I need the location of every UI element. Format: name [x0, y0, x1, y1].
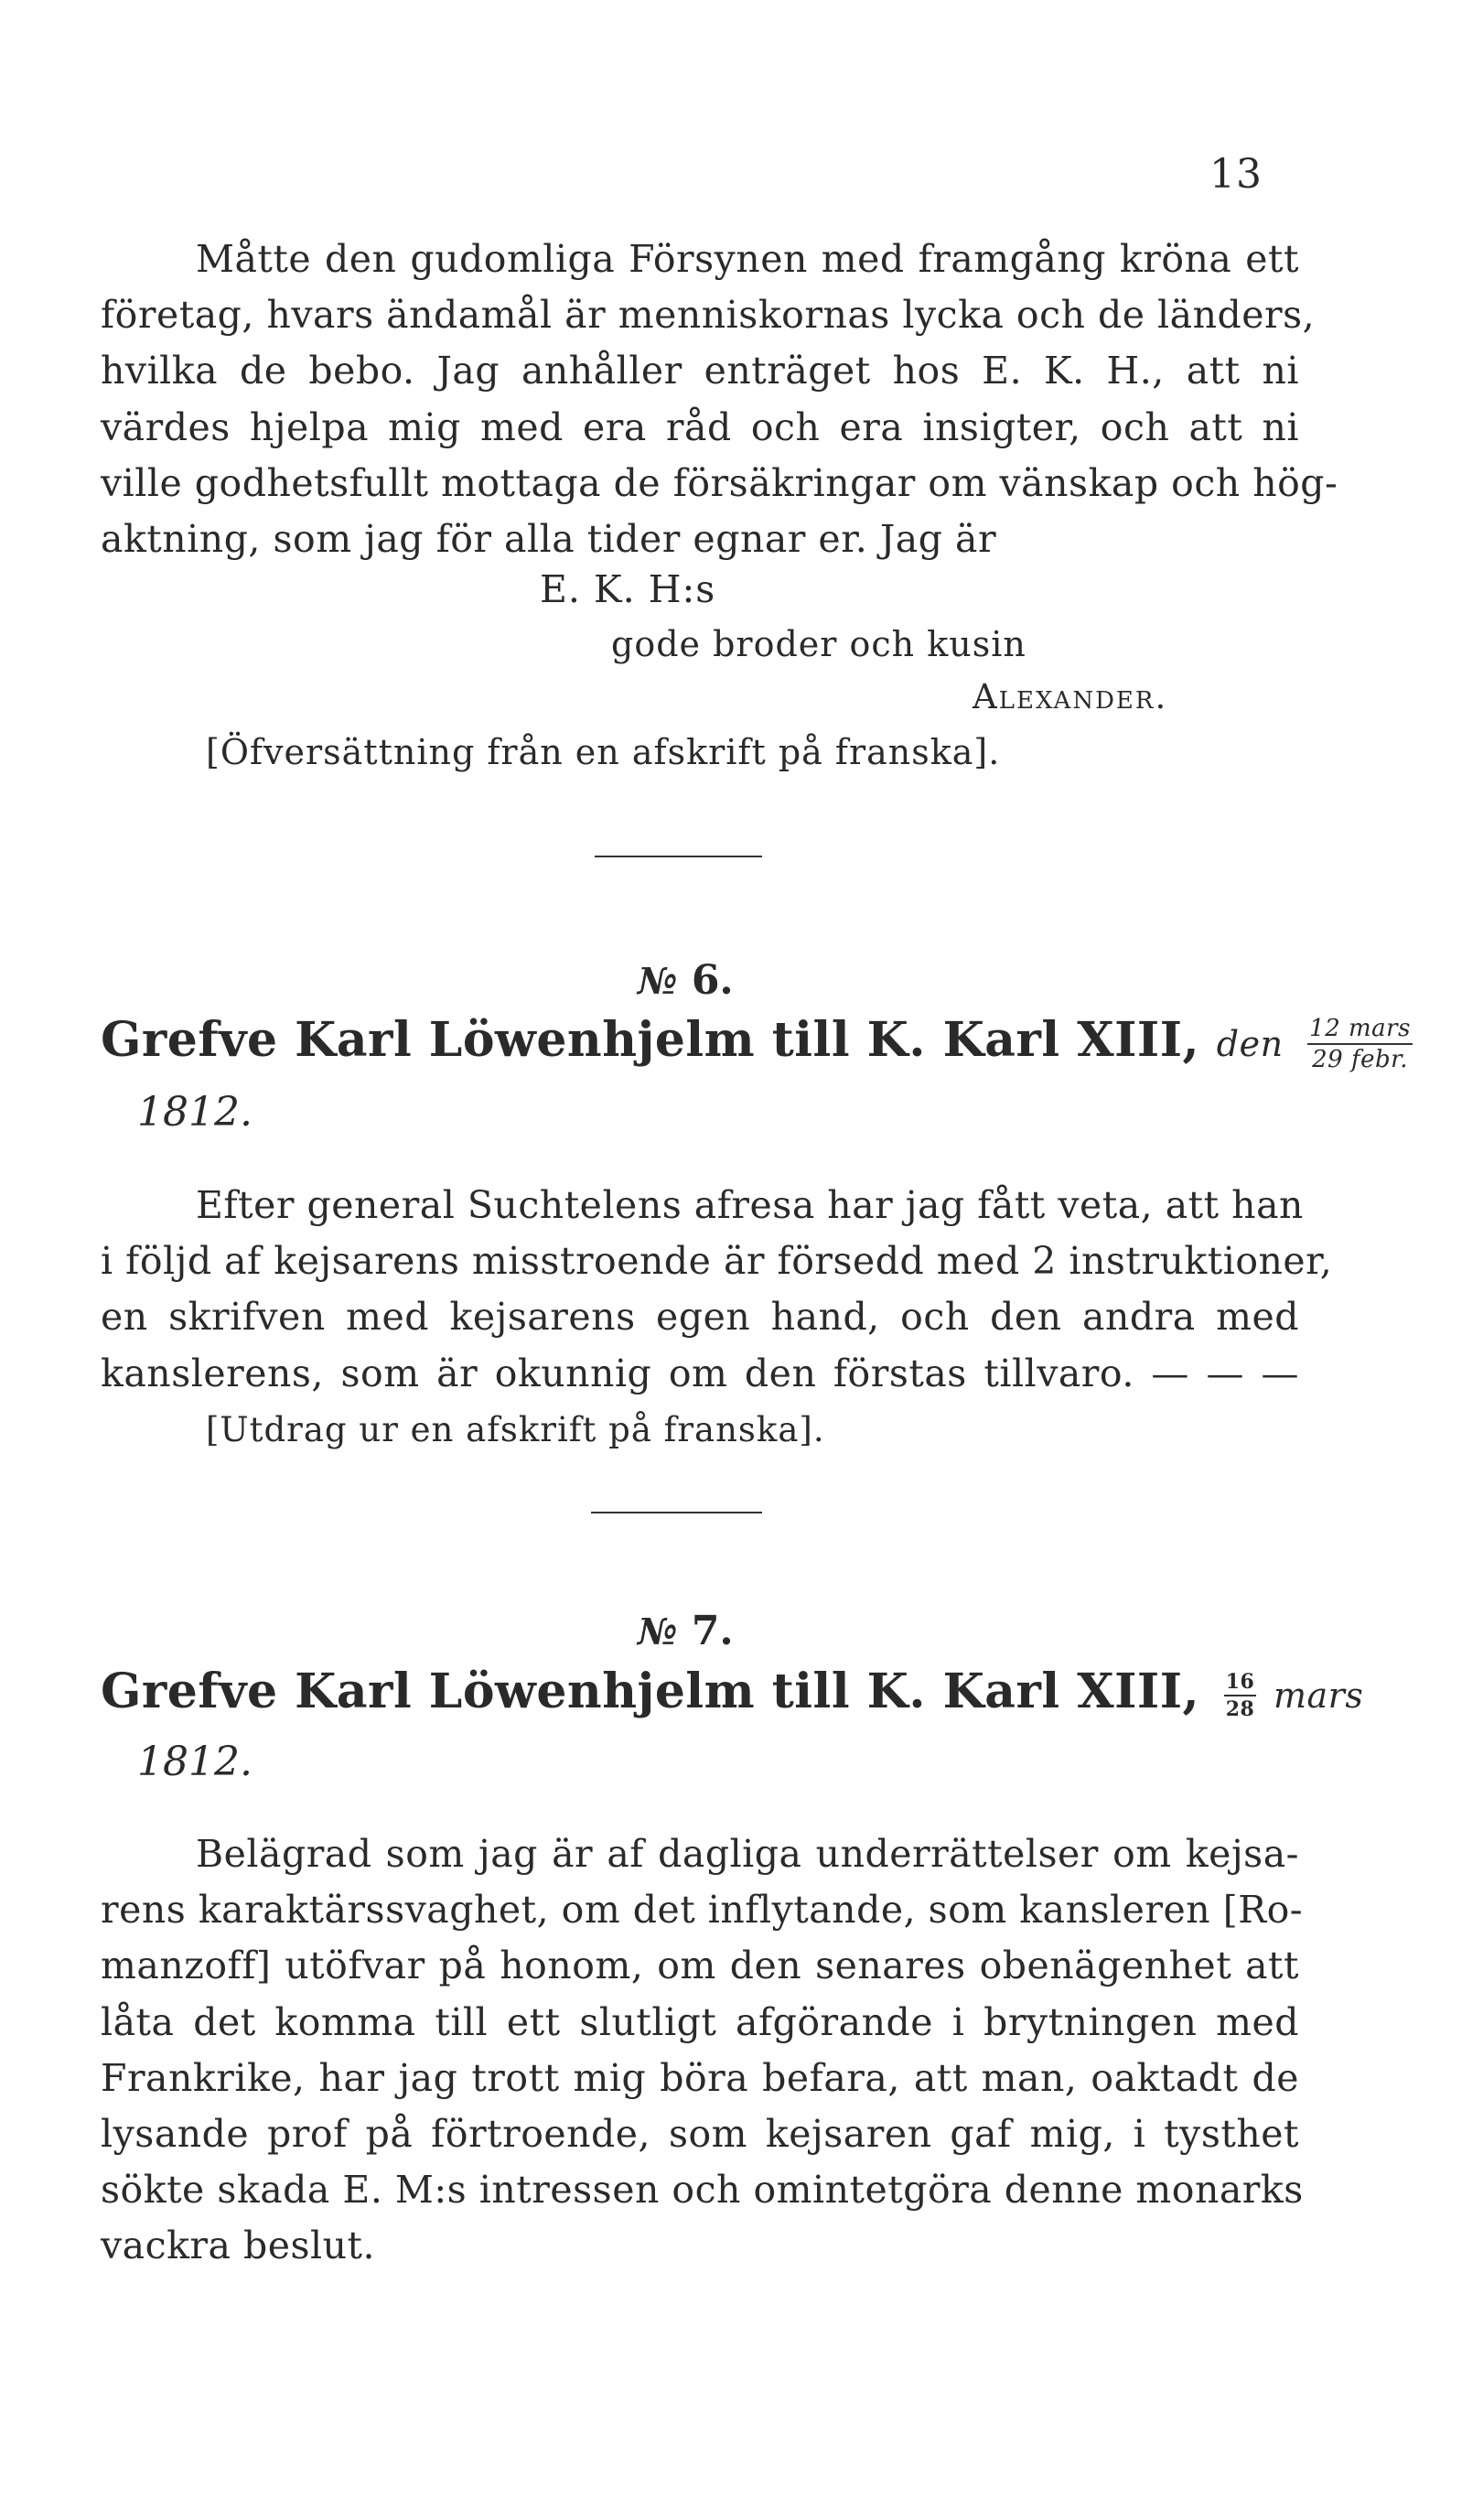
text-line: vackra beslut.: [101, 2224, 376, 2268]
section-divider: [595, 856, 762, 857]
document-body: [101, 1178, 1333, 1458]
document-year: 1812.: [137, 1089, 253, 1136]
source-note: [Öfversättning från en afskrift på franska].: [206, 732, 1001, 772]
text-line: i följd af kejsarens misstroende är försedd med 2 instruktioner,: [101, 1239, 1333, 1284]
text-line: rens karaktärssvaghet, om det inflytande, som kansleren [Ro-: [101, 1888, 1304, 1933]
text-line: värdes hjelpa mig med era råd och era insigter, och att ni: [101, 404, 1299, 449]
text-line: kanslerens, som är okunnig om den förstas tillvaro. — — —: [101, 1351, 1299, 1395]
number-value: 6.: [691, 957, 734, 1004]
date-old-style: 29 febr.: [1312, 1045, 1408, 1073]
heading-text: Grefve Karl Löwenhjelm till K. Karl XIII,: [101, 1664, 1200, 1719]
document-number: [638, 1608, 734, 1654]
number-value: 7.: [691, 1608, 734, 1654]
section-divider: [591, 1512, 762, 1513]
letter-end-paragraph: [101, 232, 1338, 567]
text-line: Måtte den gudomliga Försynen med framgång kröna ett: [196, 237, 1299, 281]
text-line: en skrifven med kejsarens egen hand, och den andra med: [101, 1295, 1299, 1340]
number-sign: №: [638, 960, 678, 1003]
date-new-style: 12 mars: [1307, 1017, 1413, 1045]
document-body: [101, 1826, 1304, 2275]
closing-salutation: E. K. H:s: [540, 567, 716, 611]
text-line: ville godhetsfullt mottaga de försäkringar om vänskap och hög-: [101, 460, 1338, 505]
date-new-style: 16: [1224, 1672, 1257, 1696]
date-fraction: [1224, 1669, 1257, 1721]
text-line: hvilka de bebo. Jag anhåller enträget hos E. K. H., att ni: [101, 349, 1299, 393]
source-note: [Utdrag ur en afskrift på franska].: [206, 1409, 825, 1449]
text-line: låta det komma till ett slutligt afgörande i brytningen med: [101, 1999, 1299, 2044]
text-line: manzoff] utöfvar på honom, om den senares obenägenhet att: [101, 1944, 1299, 1988]
page-number: 13: [1209, 151, 1263, 198]
text-line: sökte skada E. M:s intressen och omintetgöra denne monarks: [101, 2168, 1304, 2213]
date-fraction: [1307, 1014, 1413, 1073]
text-line: lysande prof på förtroende, som kejsaren gaf mig, i tysthet: [101, 2112, 1299, 2157]
document-heading: [101, 1012, 1413, 1072]
heading-date-word: den: [1216, 1024, 1284, 1064]
document-year: 1812.: [137, 1739, 253, 1785]
text-line: företag, hvars ändamål är menniskornas lycka och de länders,: [101, 293, 1316, 338]
heading-text: Grefve Karl Löwenhjelm till K. Karl XIII,: [101, 1012, 1200, 1068]
text-line: Belägrad som jag är af dagliga underrättelser om kejsa-: [196, 1832, 1299, 1876]
text-line: Frankrike, har jag trott mig böra befara, att man, oaktadt de: [101, 2055, 1299, 2100]
text-line: aktning, som jag för alla tider egnar er. Jag är: [101, 517, 997, 562]
closing-phrase: gode broder och kusin: [611, 624, 1026, 664]
heading-date-word: mars: [1273, 1675, 1364, 1716]
number-sign: №: [638, 1610, 678, 1653]
text-line: Efter general Suchtelens afresa har jag fått veta, att han: [196, 1183, 1304, 1227]
signature: Alexander.: [973, 677, 1168, 716]
date-old-style: 28: [1225, 1696, 1255, 1721]
document-heading: [101, 1664, 1363, 1719]
document-number: [638, 957, 734, 1004]
